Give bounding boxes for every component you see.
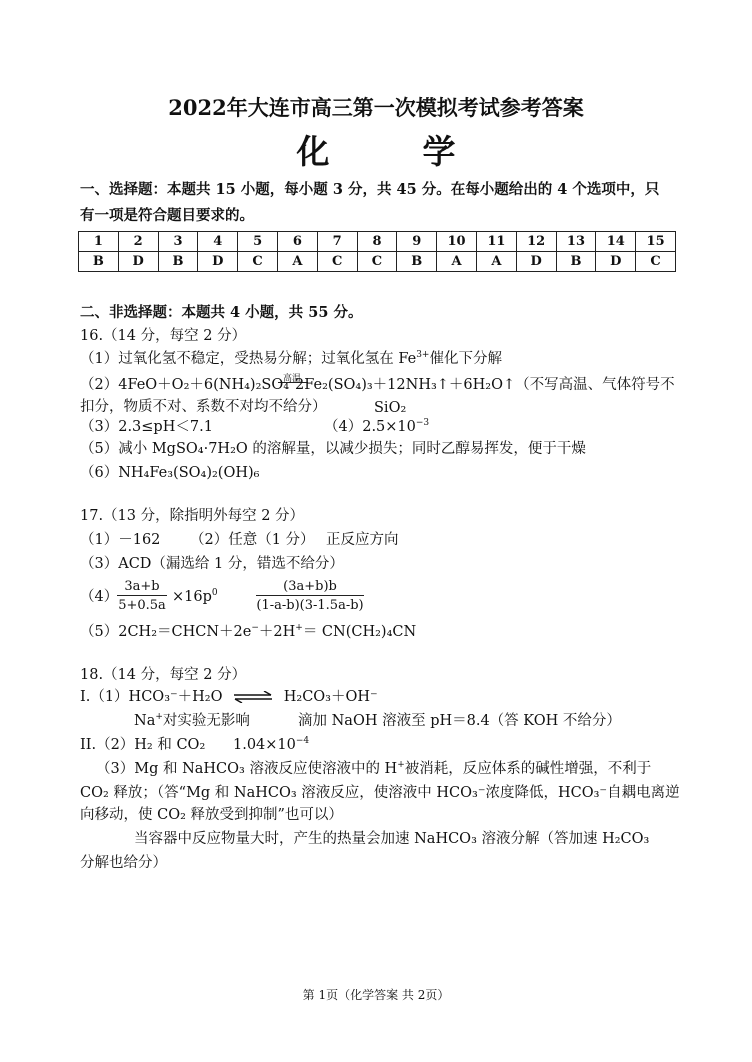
answer-cell: B — [158, 252, 198, 272]
question-number: 6 — [277, 232, 317, 252]
answer-cell: D — [198, 252, 238, 272]
fraction-2-numerator: (3a+b)b — [256, 579, 364, 596]
q16-answer-4 — [324, 420, 429, 435]
page-title: 2022年大连市高三第一次模拟考试参考答案 — [168, 95, 584, 120]
q16-answer-1-tail: 催化下分解 — [429, 351, 502, 367]
q18-part2-gases: II.（2）H₂ 和 CO₂ — [80, 737, 206, 753]
answer-cell: C — [636, 252, 676, 272]
q18-part1-note-b: 滴加 NaOH 溶液至 pH＝8.4（答 KOH 不给分） — [298, 713, 621, 729]
q16-answer-2-extra: SiO₂ — [374, 400, 407, 416]
question-number: 9 — [397, 232, 437, 252]
reaction-condition-label: 高温 — [283, 374, 302, 384]
sodium-charge: + — [155, 712, 163, 723]
answer-table-number-row — [79, 232, 676, 252]
question-number: 8 — [357, 232, 397, 252]
question-number: 4 — [198, 232, 238, 252]
question-number: 14 — [596, 232, 636, 252]
q18-part3-line4: 当容器中反应物量大时，产生的热量会加速 NaHCO₃ 溶液分解（答加速 H₂CO₃ — [134, 831, 650, 847]
question-number: 15 — [636, 232, 676, 252]
q17-answer-5-right: ＝ CN(CH₂)₄CN — [302, 624, 417, 640]
question-number: 2 — [118, 232, 158, 252]
q17-answer-1: （1）－162 — [80, 532, 161, 548]
q17-answer-3: （3）ACD（漏选给 1 分，错选不给分） — [80, 556, 344, 572]
electron-charge: − — [251, 623, 259, 634]
part1-instruction-line1: 一、选择题：本题共 15 小题，每小题 3 分，共 45 分。在每小题给出的 4 个选项中，只 — [80, 181, 660, 198]
answer-cell: D — [118, 252, 158, 272]
answer-table-answer-row — [79, 252, 676, 272]
answer-cell: B — [397, 252, 437, 272]
q17-fraction-2 — [256, 579, 364, 613]
reversible-arrow-icon — [233, 691, 273, 703]
q17-answer-2: （2）任意（1 分） — [190, 532, 315, 548]
equation-right: H₂CO₃＋OH⁻ — [283, 689, 378, 705]
sodium-text: Na — [134, 713, 156, 729]
sodium-note: 对实验无影响 — [162, 713, 250, 729]
part1-instruction-line2: 有一项是符合题目要求的。 — [80, 207, 254, 224]
q17-answer-5-left: （5）2CH₂＝CHCN＋2e — [80, 624, 252, 640]
value-text: 1.04×10 — [233, 737, 296, 753]
q17-answer-2b: 正反应方向 — [326, 532, 399, 548]
line1-tail: 被消耗，反应体系的碱性增强，不利于 — [404, 761, 652, 777]
q16-answer-4-exp: −3 — [415, 418, 430, 429]
q16-answer-1-charge: 3+ — [416, 350, 430, 361]
q18-part3-line3: 向移动，使 CO₂ 释放受到抑制”也可以） — [80, 807, 343, 823]
q18-part1-equation — [80, 690, 378, 705]
q16-answer-6: （6）NH₄Fe₃(SO₄)₂(OH)₆ — [80, 465, 260, 481]
q16-answer-1 — [80, 352, 502, 367]
fraction-2-denominator: (1-a-b)(3-1.5a-b) — [256, 598, 364, 613]
q16-answer-5: （5）减小 MgSO₄·7H₂O 的溶解量，以减少损失；同时乙醇易挥发，便于干燥 — [80, 441, 586, 457]
answer-cell: D — [516, 252, 556, 272]
answer-cell: A — [476, 252, 516, 272]
proton-charge: + — [295, 623, 303, 634]
subject-heading: 化 学 — [296, 132, 486, 171]
q17-answer-5 — [80, 625, 416, 640]
q16-title: 16.（14 分，每空 2 分） — [80, 328, 247, 344]
fraction-1-numerator: 3a+b — [117, 579, 167, 596]
hydrogen-charge: + — [397, 760, 405, 771]
answer-table — [78, 231, 676, 272]
q18-title: 18.（14 分，每空 2 分） — [80, 667, 247, 683]
q16-answer-3: （3）2.3≤pH＜7.1 — [80, 419, 213, 435]
answer-cell: C — [317, 252, 357, 272]
q18-part3-line1 — [96, 762, 651, 777]
q16-answer-2-note: 扣分，物质不对、系数不对均不给分） — [80, 399, 327, 415]
question-number: 3 — [158, 232, 198, 252]
q16-answer-1-text: （1）过氧化氢不稳定，受热易分解；过氧化氢在 Fe — [80, 351, 417, 367]
question-number: 7 — [317, 232, 357, 252]
answer-cell: A — [277, 252, 317, 272]
answer-cell: B — [79, 252, 119, 272]
q16-answer-2-products: 2Fe₂(SO₄)₃＋12NH₃↑＋6H₂O↑（不写高温、气体符号不 — [295, 377, 675, 393]
q17-fraction-1-factor — [172, 590, 218, 605]
q16-answer-2 — [80, 378, 675, 393]
answer-cell: A — [437, 252, 477, 272]
q18-part1-note-a — [134, 714, 250, 729]
q18-part2-value — [233, 738, 309, 753]
q16-answer-4-text: （4）2.5×10 — [324, 419, 416, 435]
fraction-1-denominator: 5+0.5a — [118, 598, 166, 613]
q17-answer-5-mid: ＋2H — [258, 624, 296, 640]
question-number: 5 — [238, 232, 278, 252]
q17-title: 17.（13 分，除指明外每空 2 分） — [80, 508, 305, 524]
q18-part3-line2: CO₂ 释放；（答“Mg 和 NaHCO₃ 溶液反应，使溶液中 HCO₃⁻浓度降低，HCO₃⁻自耦电离逆 — [80, 785, 680, 801]
factor-superscript: 0 — [211, 588, 218, 599]
answer-cell: B — [556, 252, 596, 272]
question-number: 11 — [476, 232, 516, 252]
line1-text: （3）Mg 和 NaHCO₃ 溶液反应使溶液中的 H — [96, 761, 398, 777]
question-number: 10 — [437, 232, 477, 252]
answer-cell: C — [357, 252, 397, 272]
equation-left: I.（1）HCO₃⁻＋H₂O — [80, 689, 223, 705]
q18-part3-line5: 分解也给分） — [80, 855, 167, 871]
q16-answer-2-reactants: （2）4FeO＋O₂＋6(NH₄)₂SO₄ — [80, 377, 290, 393]
question-number: 13 — [556, 232, 596, 252]
factor-text: ×16p — [172, 589, 212, 605]
q17-answer-4-label: （4） — [80, 589, 119, 605]
answer-cell: C — [238, 252, 278, 272]
value-exponent: −4 — [295, 736, 310, 747]
part2-heading: 二、非选择题：本题共 4 小题，共 55 分。 — [80, 304, 363, 321]
page-footer: 第 1页（化学答案 共 2页） — [302, 988, 450, 1002]
question-number: 1 — [79, 232, 119, 252]
q17-fraction-1 — [117, 579, 167, 613]
question-number: 12 — [516, 232, 556, 252]
answer-cell: D — [596, 252, 636, 272]
